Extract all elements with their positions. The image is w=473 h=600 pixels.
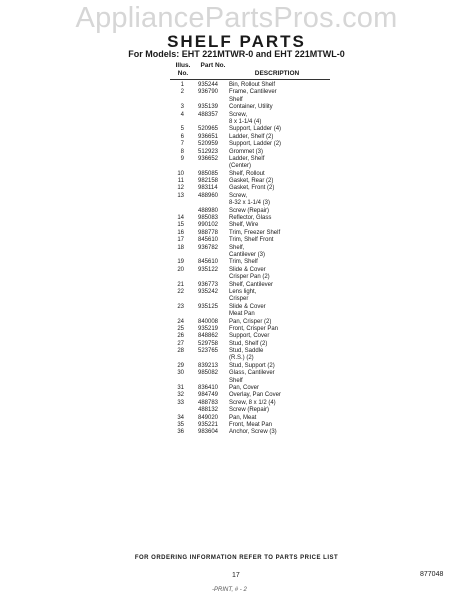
illus-number: 6 <box>180 133 184 140</box>
illus-number: 31 <box>177 385 184 392</box>
part-description: Shelf, Rollout <box>229 170 265 177</box>
list-item <box>0 341 473 348</box>
illus-number: 17 <box>177 237 184 244</box>
part-description: Frame, Cantilever <box>229 89 277 96</box>
part-number: 936652 <box>198 155 219 162</box>
list-item <box>0 149 473 156</box>
list-item <box>0 333 473 340</box>
part-number: 983604 <box>198 429 219 436</box>
part-description: Stud, Shelf (2) <box>229 340 268 347</box>
list-item <box>0 82 473 89</box>
part-number: 984749 <box>198 392 219 399</box>
page-title: SHELF PARTS <box>167 32 306 51</box>
list-item <box>0 112 473 119</box>
part-number: 982158 <box>198 178 219 185</box>
list-item <box>0 304 473 311</box>
list-item <box>0 178 473 185</box>
list-item <box>0 141 473 148</box>
list-item <box>0 363 473 370</box>
illus-number: 33 <box>177 399 184 406</box>
list-item <box>0 355 473 362</box>
list-item <box>0 97 473 104</box>
part-description: Pan, Meat <box>229 414 257 421</box>
illus-number: 23 <box>177 303 184 310</box>
list-item <box>0 289 473 296</box>
illus-number: 19 <box>177 259 184 266</box>
list-item <box>0 171 473 178</box>
ordering-info-note: FOR ORDERING INFORMATION REFER TO PARTS PRICE LIST <box>134 555 339 561</box>
part-description: Bin, Rollout Shelf <box>229 82 276 88</box>
illus-number: 8 <box>180 148 184 155</box>
part-number: 985085 <box>198 170 219 177</box>
list-item <box>0 415 473 422</box>
part-description: Stud, Support (2) <box>229 362 275 369</box>
list-item <box>0 326 473 333</box>
part-description: (Center) <box>229 163 252 170</box>
illus-number: 32 <box>177 392 184 399</box>
part-number: 849020 <box>198 414 219 421</box>
illus-number: 25 <box>177 325 184 332</box>
illus-number: 2 <box>180 89 184 96</box>
part-description: Shelf <box>229 377 243 384</box>
part-number: 983114 <box>198 185 218 192</box>
part-description: Gasket, Rear (2) <box>229 178 274 185</box>
illus-number: 12 <box>177 185 184 192</box>
list-item <box>0 104 473 111</box>
list-item <box>0 119 473 126</box>
list-item <box>0 200 473 207</box>
illus-number: 26 <box>177 333 184 340</box>
part-description: Screw, 8 x 1/2 (4) <box>229 399 276 406</box>
illus-number: 29 <box>177 362 184 369</box>
part-number: 985083 <box>198 215 219 222</box>
part-description: Slide & Cover <box>229 303 266 310</box>
part-description: Crisper Pan (2) <box>229 274 270 281</box>
part-number: 935139 <box>198 104 219 111</box>
part-description: Front, Crisper Pan <box>229 325 279 332</box>
part-number: 520965 <box>198 126 219 133</box>
part-number: 529758 <box>198 340 219 347</box>
part-description: Support, Ladder (4) <box>229 126 282 133</box>
part-description: Ladder, Shelf (2) <box>229 133 274 140</box>
illus-number: 34 <box>177 414 184 421</box>
illus-number: 9 <box>180 155 184 162</box>
part-number: 512923 <box>198 148 219 155</box>
part-number: 488783 <box>198 399 219 406</box>
illus-number: 21 <box>177 281 184 288</box>
part-number: 839213 <box>198 362 219 369</box>
list-item <box>0 156 473 163</box>
list-item <box>0 400 473 407</box>
part-description: Screw, <box>229 192 248 199</box>
part-number: 936651 <box>198 133 219 140</box>
list-item <box>0 370 473 377</box>
part-number: 935125 <box>198 303 219 310</box>
part-description: (R.S.) (2) <box>229 355 254 362</box>
part-description: Slide & Cover <box>229 266 266 273</box>
part-description: Trim, Shelf Front <box>229 237 274 244</box>
list-item <box>0 429 473 436</box>
part-number: 990102 <box>198 222 219 229</box>
part-description: Crisper <box>229 296 249 303</box>
illus-number: 27 <box>177 340 184 347</box>
part-number: 845610 <box>198 237 219 244</box>
part-number: 523765 <box>198 348 219 355</box>
part-description: Trim, Freezer Shelf <box>229 229 281 236</box>
list-item <box>0 252 473 259</box>
illus-number: 20 <box>177 266 184 273</box>
list-item <box>0 163 473 170</box>
list-item <box>0 237 473 244</box>
part-number: 935242 <box>198 288 219 295</box>
part-number: 848862 <box>198 333 219 340</box>
illus-number: 16 <box>177 229 184 236</box>
list-item <box>0 259 473 266</box>
list-item <box>0 126 473 133</box>
illus-number: 4 <box>180 111 184 118</box>
part-description: Screw (Repair) <box>229 407 270 414</box>
part-number: 836410 <box>198 385 219 392</box>
list-item <box>0 230 473 237</box>
illus-number: 3 <box>180 104 184 111</box>
part-description: Shelf, <box>229 244 245 251</box>
list-item <box>0 378 473 385</box>
part-description: Front, Meat Pan <box>229 421 273 428</box>
list-item <box>0 385 473 392</box>
model-subtitle: For Models: EHT 221MTWR-0 and EHT 221MTWL-0 <box>128 49 345 59</box>
part-number: 488960 <box>198 192 219 199</box>
part-description: Container, Utility <box>229 104 273 111</box>
illus-number: 30 <box>177 370 184 377</box>
part-description: Shelf, Wire <box>229 222 259 229</box>
page-number: 17 <box>232 572 240 579</box>
illus-number: 15 <box>177 222 184 229</box>
illus-number: 13 <box>177 192 184 199</box>
list-item <box>0 311 473 318</box>
list-item <box>0 422 473 429</box>
part-description: 8 x 1-1/4 (4) <box>229 118 262 125</box>
list-item <box>0 282 473 289</box>
list-item <box>0 407 473 414</box>
part-description: 8-32 x 1-1/4 (3) <box>229 200 271 207</box>
part-description: Grommet (3) <box>229 148 264 155</box>
part-number: 935122 <box>198 266 219 273</box>
illus-number: 14 <box>177 215 184 222</box>
list-item <box>0 193 473 200</box>
part-description: Pan, Cover <box>229 385 260 392</box>
part-description: Screw, <box>229 111 248 118</box>
list-item <box>0 208 473 215</box>
header-rule <box>170 79 330 80</box>
illus-number: 10 <box>177 170 184 177</box>
illus-number: 7 <box>180 141 184 148</box>
list-item <box>0 89 473 96</box>
part-description: Shelf <box>229 96 243 103</box>
part-description: Pan, Crisper (2) <box>229 318 272 325</box>
list-item <box>0 348 473 355</box>
bottom-mark: -PRINT, # - 2 <box>212 587 247 593</box>
column-header-illus: Illus. No. <box>175 62 191 77</box>
parts-list <box>0 82 473 437</box>
part-description: Reflector, Glass <box>229 215 272 222</box>
part-description: Meat Pan <box>229 311 255 318</box>
list-item <box>0 222 473 229</box>
part-number: 935221 <box>198 421 219 428</box>
illus-number: 1 <box>180 82 184 88</box>
part-number: 935244 <box>198 82 219 88</box>
part-number: 845610 <box>198 259 219 266</box>
list-item <box>0 267 473 274</box>
part-number: 988778 <box>198 229 219 236</box>
document-number: 877048 <box>420 571 444 578</box>
list-item <box>0 185 473 192</box>
part-number: 840008 <box>198 318 219 325</box>
part-number: 488132 <box>198 407 219 414</box>
part-number: 936790 <box>198 89 219 96</box>
part-description: Lens light, <box>229 288 257 295</box>
list-item <box>0 274 473 281</box>
part-description: Overlay, Pan Cover <box>229 392 281 399</box>
illus-number: 5 <box>180 126 184 133</box>
illus-number: 11 <box>177 178 184 185</box>
part-number: 936782 <box>198 244 219 251</box>
list-item <box>0 245 473 252</box>
part-number: 935219 <box>198 325 219 332</box>
part-description: Glass, Cantilever <box>229 370 275 377</box>
list-item <box>0 215 473 222</box>
list-item <box>0 296 473 303</box>
part-number: 985082 <box>198 370 219 377</box>
illus-number: 36 <box>177 429 184 436</box>
part-description: Ladder, Shelf <box>229 155 265 162</box>
list-item <box>0 319 473 326</box>
part-description: Stud, Saddle <box>229 348 264 355</box>
column-header-description: DESCRIPTION <box>254 70 300 77</box>
part-number: 488980 <box>198 207 219 214</box>
part-description: Cantilever (3) <box>229 251 266 258</box>
part-description: Support, Cover <box>229 333 270 340</box>
part-description: Trim, Shelf <box>229 259 258 266</box>
part-number: 520959 <box>198 141 219 148</box>
part-number: 488357 <box>198 111 219 118</box>
illus-number: 28 <box>177 348 184 355</box>
part-description: Shelf, Cantilever <box>229 281 274 288</box>
part-description: Support, Ladder (2) <box>229 141 282 148</box>
illus-number: 35 <box>177 421 184 428</box>
column-header-part: Part No. <box>200 62 226 69</box>
watermark: AppliancePartsPros.com <box>75 2 398 34</box>
part-number: 936773 <box>198 281 219 288</box>
list-item <box>0 392 473 399</box>
part-description: Screw (Repair) <box>229 207 270 214</box>
illus-number: 18 <box>177 244 184 251</box>
illus-number: 24 <box>177 318 184 325</box>
part-description: Gasket, Front (2) <box>229 185 275 192</box>
illus-number: 22 <box>177 288 184 295</box>
part-description: Anchor, Screw (3) <box>229 429 277 436</box>
list-item <box>0 134 473 141</box>
